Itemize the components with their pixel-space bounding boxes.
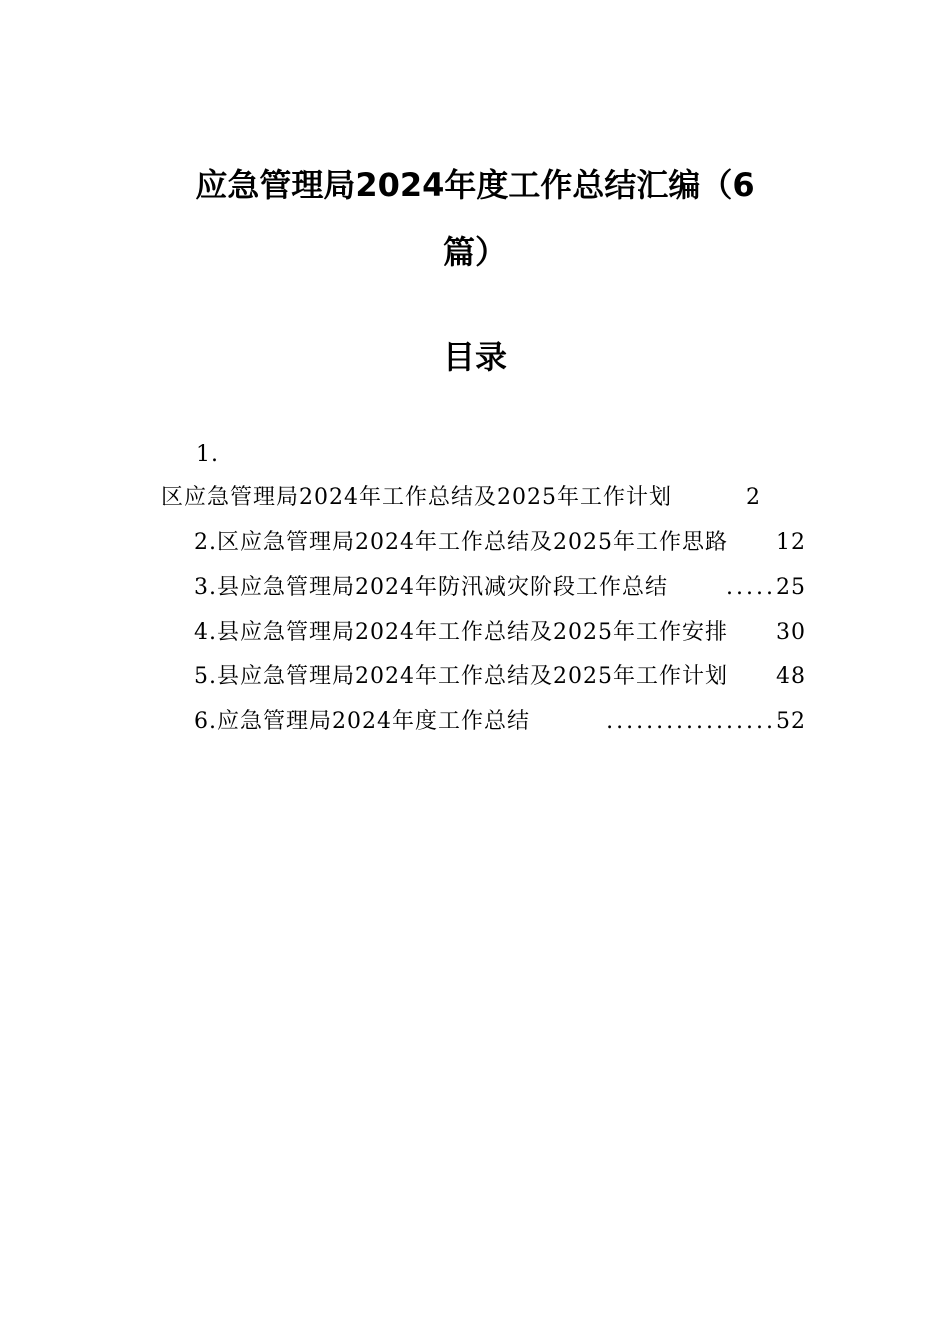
toc-entry-6-leader: ................. xyxy=(606,709,776,734)
toc-entry-3-number: 3. xyxy=(194,575,217,600)
toc-entry-3[interactable] xyxy=(194,573,806,603)
toc-entry-5[interactable] xyxy=(194,662,806,692)
toc-entry-2-number: 2. xyxy=(194,530,217,555)
toc-entry-6[interactable] xyxy=(194,707,806,737)
document-title-line-1: 应急管理局2024年度工作总结汇编（6 xyxy=(195,166,755,204)
toc-entry-1-page: 2 xyxy=(746,485,761,510)
document-title-line-2: 篇） xyxy=(442,233,507,271)
toc-entry-6-text: 应急管理局2024年度工作总结 xyxy=(217,709,530,734)
toc-entry-6-page: 52 xyxy=(776,709,806,734)
toc-entry-3-text: 县应急管理局2024年防汛减灾阶段工作总结 xyxy=(217,575,668,600)
toc-entry-2-text: 区应急管理局2024年工作总结及2025年工作思路 xyxy=(217,530,728,555)
toc-heading: 目录 xyxy=(442,338,507,376)
toc-entry-1-text: 区应急管理局2024年工作总结及2025年工作计划 xyxy=(161,485,672,510)
toc-entry-2-page: 12 xyxy=(776,530,806,555)
toc-entry-4-text: 县应急管理局2024年工作总结及2025年工作安排 xyxy=(217,620,728,645)
toc-entry-4-number: 4. xyxy=(194,620,217,645)
toc-entry-5-number: 5. xyxy=(194,664,217,689)
toc-entry-4[interactable] xyxy=(194,618,806,648)
toc-entry-5-text: 县应急管理局2024年工作总结及2025年工作计划 xyxy=(217,664,728,689)
toc-entry-5-page: 48 xyxy=(776,664,806,689)
toc-entry-3-leader: ..... xyxy=(726,575,776,600)
toc-entry-4-page: 30 xyxy=(776,620,806,645)
toc-entry-2[interactable] xyxy=(194,528,806,558)
toc-entry-3-page: 25 xyxy=(776,575,806,600)
toc-entry-1-number: 1. xyxy=(196,442,219,467)
toc-entry-6-number: 6. xyxy=(194,709,217,734)
